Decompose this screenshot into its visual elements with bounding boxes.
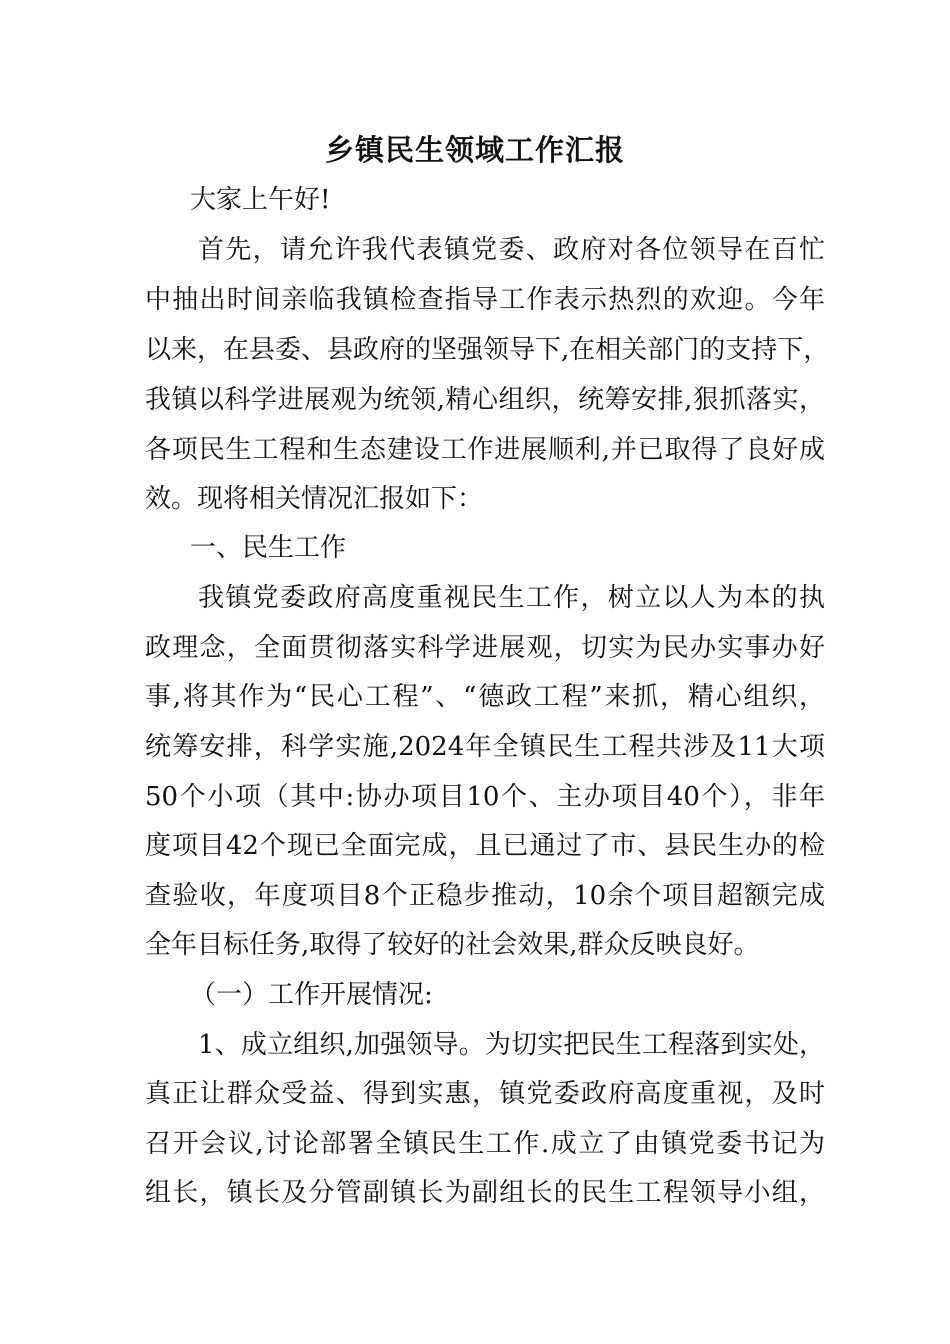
intro-line: 中抽出时间亲临我镇检查指导工作表示热烈的欢迎。今年 — [145, 285, 825, 315]
document-title: 乡镇民生领域工作汇报 — [324, 133, 625, 167]
section-heading: 一、民生工作 — [190, 533, 347, 563]
item-line: 组长，镇长及分管副镇长为副组长的民生工程领导小组， — [145, 1178, 825, 1208]
intro-line: 各项民生工程和生态建设工作进展顺利,并已取得了良好成 — [145, 435, 825, 465]
section-line: 统筹安排，科学实施,2024年全镇民生工程共涉及11大项 — [145, 732, 825, 762]
item-line: 召开会议,讨论部署全镇民生工作.成立了由镇党委书记为 — [145, 1129, 825, 1159]
item-line: 真正让群众受益、得到实惠，镇党委政府高度重视，及时 — [145, 1079, 825, 1109]
section-line: 度项目42个现已全面完成，且已通过了市、县民生办的检 — [145, 831, 825, 861]
section-line: 政理念，全面贯彻落实科学进展观，切实为民办实事办好 — [145, 633, 825, 663]
intro-line: 我镇以科学进展观为统领,精心组织，统筹安排,狠抓落实， — [145, 385, 825, 415]
greeting: 大家上午好! — [190, 185, 331, 215]
section-line: 查验收，年度项目8个正稳步推动，10余个项目超额完成 — [145, 881, 825, 911]
item-line: 1、成立组织,加强领导。为切实把民生工程落到实处， — [198, 1030, 825, 1060]
section-line: 事,将其作为“民心工程”、“德政工程”来抓，精心组织， — [145, 682, 825, 712]
intro-line: 首先，请允许我代表镇党委、政府对各位领导在百忙 — [198, 235, 825, 265]
intro-line: 以来，在县委、县政府的坚强领导下,在相关部门的支持下， — [145, 335, 830, 365]
subsection-heading: （一）工作开展情况: — [190, 980, 433, 1010]
intro-line: 效。现将相关情况汇报如下： — [145, 484, 484, 514]
section-line: 我镇党委政府高度重视民生工作，树立以人为本的执 — [198, 583, 825, 613]
section-line: 全年目标任务,取得了较好的社会效果,群众反映良好。 — [145, 930, 760, 960]
section-line: 50个小项（其中:协办项目10个、主办项目40个），非年 — [145, 782, 825, 812]
